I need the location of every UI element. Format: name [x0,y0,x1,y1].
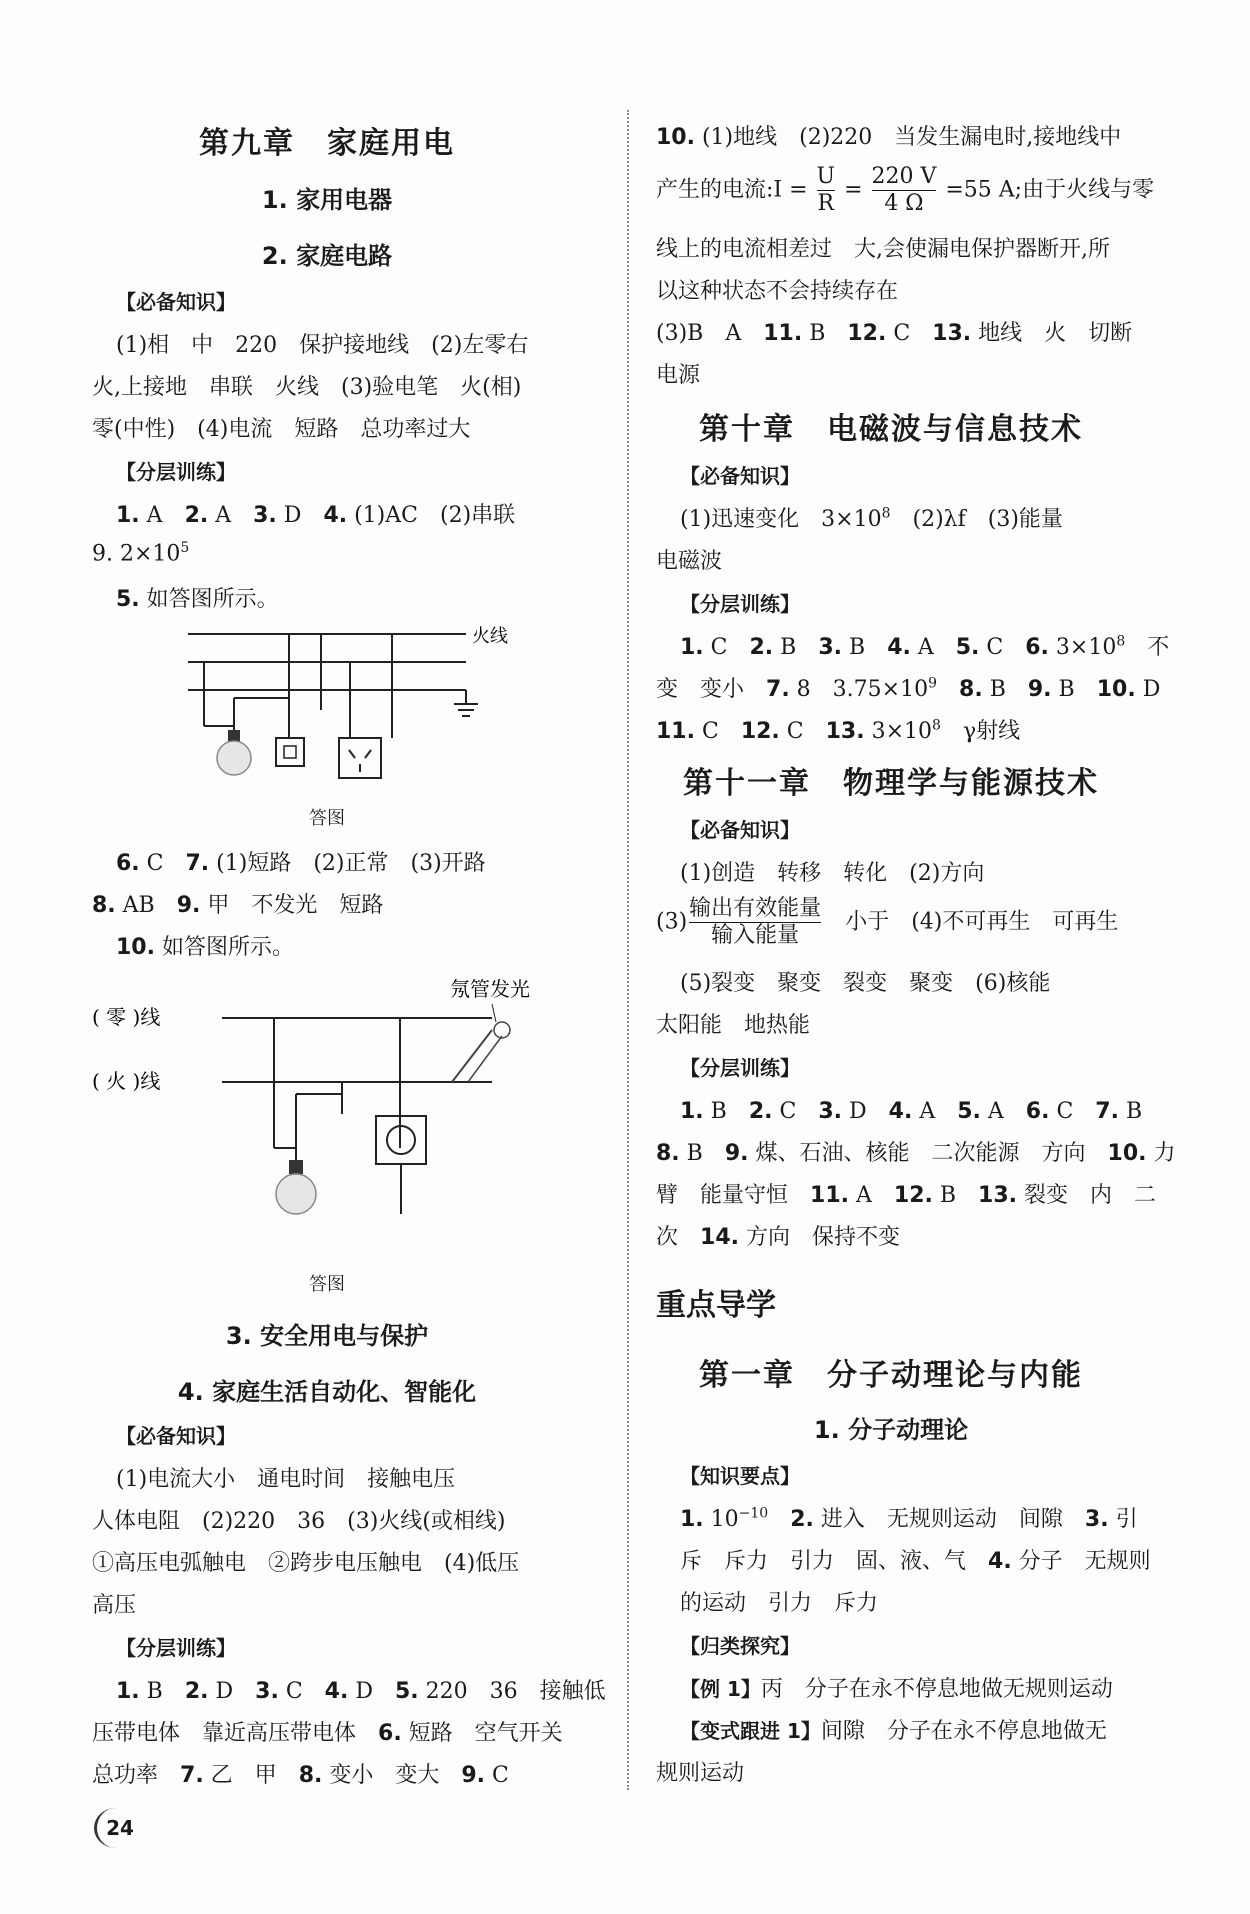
knowledge-line: 零(中性) (4)电流 短路 总功率过大 [92,417,471,442]
answer: A [910,635,956,660]
q-num: 1. [116,503,140,528]
q-num: 8. [959,677,983,702]
answer: B [139,1679,185,1704]
answer: (1)迅速变化 3×10 [680,507,882,532]
answer: B [802,321,848,346]
answer: A [912,1099,958,1124]
part-title: 重点导学 [656,1288,776,1323]
answer: (3) [656,909,688,935]
q-num: 6. [378,1721,402,1746]
answer: 变小 变大 [322,1763,462,1788]
q-num: 10. [656,125,695,150]
answer-line [656,1220,900,1251]
answer: B [1118,1099,1143,1124]
formula-text: = [837,177,870,203]
answer-line [656,714,1020,745]
q-num: 12. [893,1183,933,1208]
q-num: 3. [253,503,277,528]
answer: C [278,1679,325,1704]
answer: A [139,503,185,528]
denominator: 输入能量 [711,923,800,948]
answer: A [980,1099,1026,1124]
answer-line [656,1544,1151,1575]
q-num: 13. [825,719,865,744]
answer: D [1135,677,1161,702]
q-num: 2. [184,503,209,528]
answer: 裂变 内 二 [1017,1183,1157,1208]
tag-layered-training: 【分层训练】 [116,1636,236,1660]
knowledge-line: (1)电流大小 通电时间 接触电压 [116,1467,456,1492]
answer: A [208,503,254,528]
q-num: 7. [185,851,210,876]
answer: C [1049,1099,1096,1124]
q-num: 14. [700,1225,739,1250]
knowledge-line: 电磁波 [656,549,723,574]
q-num: 5. [957,1099,981,1124]
knowledge-line [656,502,1063,533]
answer: 方向 保持不变 [739,1225,900,1250]
answer: C [694,719,741,744]
q-num: 7. [180,1763,204,1788]
answer-line [92,930,294,961]
switch-box-icon [276,738,304,766]
answer: 9. 2×10 [92,541,181,567]
answer: 不 [1125,635,1170,660]
q-num: 11. [810,1183,849,1208]
q-num: 13. [932,321,972,346]
answer: B [842,635,888,660]
knowledge-line [656,896,1118,949]
section-1-title: 1. 分子动理论 [813,1416,969,1444]
tag-classified-exploration: 【归类探究】 [680,1634,800,1658]
knowledge-line: (1)相 中 220 保护接地线 (2)左零右 [116,333,529,358]
answer: 进入 无规则运动 间隙 [813,1507,1085,1532]
answer-line [656,316,1132,347]
answer: D [276,503,324,528]
answer: 丙 分子在永不停息地做无规则运动 [760,1677,1113,1702]
answer-line [92,888,383,919]
q-num: 9. [461,1763,486,1788]
q-num: 9. [1027,677,1052,702]
answer-line [92,846,486,877]
answer: 地线 火 切断 [971,321,1133,346]
q-num: 2. [790,1507,814,1532]
q-num: 5. [394,1679,419,1704]
exponent: −10 [738,1505,769,1522]
lamp-bulb-icon [217,730,251,775]
q-num: 10. [116,935,155,960]
answer: 3×10 [1048,635,1117,660]
answer-line [656,120,1121,151]
example-line [656,1714,1107,1745]
live-wire-label: 火线 [472,626,508,647]
exponent: 8 [881,505,891,522]
answer: (1)短路 (2)正常 (3)开路 [209,851,486,876]
answer: (1)地线 (2)220 当发生漏电时,接地线中 [694,125,1122,150]
denominator: 4 Ω [884,191,924,216]
answer: B [679,1141,725,1166]
q-num: 3. [255,1679,279,1704]
answer: B [703,1099,749,1124]
answer-line [92,1758,509,1789]
column-divider [627,110,629,1790]
exponent: 5 [180,540,190,556]
answer: 如答图所示。 [139,587,279,612]
answer: 10 [703,1507,739,1532]
answer: 总功率 [92,1763,181,1788]
answer: 斥 斥力 引力 固、液、气 [680,1549,989,1574]
neutral-wire-label: ( 零 )线 [92,1005,161,1029]
answer: C [485,1763,509,1788]
ground-symbol [454,704,478,716]
q-num: 12. [740,719,780,744]
answer: 力 [1146,1141,1176,1166]
answer: B [773,635,819,660]
q-num: 4. [324,1679,349,1704]
formula-line [656,164,1154,217]
q-num: 6. [1025,635,1049,660]
answer: 甲 不发光 短路 [200,893,384,918]
answer: (1)AC (2)串联 [347,503,516,528]
answer-line: 以这种状态不会持续存在 [656,279,899,304]
q-num: 9. [176,893,201,918]
chapter-10-title: 第十章 电磁波与信息技术 [699,412,1083,447]
q-num: 3. [818,1099,843,1124]
q-num: 7. [1095,1099,1119,1124]
q-num: 1. [680,635,704,660]
section-4-title: 4. 家庭生活自动化、智能化 [177,1378,477,1406]
answer: 次 [656,1225,701,1250]
answer: 间隙 分子在永不停息地做无 [820,1719,1107,1744]
answer: B [1051,677,1097,702]
answer-line [656,672,1160,703]
q-num: 12. [847,321,887,346]
efficiency-fraction [689,896,821,949]
tag-essential-knowledge: 【必备知识】 [680,818,800,842]
answer-line: 的运动 引力 斥力 [680,1591,879,1616]
q-num: 10. [1096,677,1136,702]
exponent: 8 [1116,633,1126,650]
answer-line [92,582,279,613]
knowledge-line: 火,上接地 串联 火线 (3)验电笔 火(相) [92,375,522,400]
q-num: 6. [116,851,140,876]
variant-tag: 【变式跟进 1】 [680,1719,821,1743]
answer-line: 电源 [656,363,701,388]
section-2-title: 2. 家庭电路 [261,242,393,270]
answer-line [92,1674,606,1705]
answer-line [92,540,189,566]
answer: 臂 能量守恒 [656,1183,811,1208]
numerator: 220 V [871,164,937,189]
answer: 压带电体 靠近高压带电体 [92,1721,379,1746]
answer-line [656,1502,1138,1533]
q-num: 3. [1084,1507,1109,1532]
answer: C [703,635,750,660]
neon-label: 氖管发光 [450,977,530,1001]
answer: 3×10 [864,719,933,744]
q-num: 7. [766,677,790,702]
formula-text: 产生的电流:I = [656,177,815,203]
answer: 小于 (4)不可再生 可再生 [823,909,1119,935]
exponent: 8 [932,717,941,734]
q-num: 8. [92,893,116,918]
test-pen-icon [452,1022,510,1082]
tester-circuit-diagram [92,964,562,1228]
knowledge-line: (5)裂变 聚变 裂变 聚变 (6)核能 [680,971,1051,996]
live-wire-label: ( 火 )线 [92,1069,161,1093]
q-num: 8. [298,1763,323,1788]
q-num: 2. [749,635,774,660]
figure-caption: 答图 [309,1274,345,1295]
knowledge-line: (1)创造 转移 转化 (2)方向 [680,861,985,886]
q-num: 6. [1025,1099,1050,1124]
answer: 8 3.75×10 [789,677,929,702]
knowledge-line: 高压 [92,1593,137,1618]
q-num: 11. [763,321,803,346]
answer: B [932,1183,979,1208]
q-num: 9. [724,1141,749,1166]
answer: C [779,719,826,744]
q-num: 4. [988,1549,1012,1574]
answer: 变 变小 [656,677,767,702]
answer: C [979,635,1026,660]
answer-line: 线上的电流相差过 大,会使漏电保护器断开,所 [656,237,1110,262]
exponent: 9 [928,675,938,692]
tag-essential-knowledge: 【必备知识】 [680,464,800,488]
numerator: 输出有效能量 [689,896,822,921]
answer: 分子 无规则 [1011,1549,1151,1574]
q-num: 3. [818,635,843,660]
numerator: U [816,164,836,189]
answer-line [92,498,515,529]
q-num: 5. [116,587,140,612]
answer: (2)λf (3)能量 [890,507,1063,532]
example-line [656,1672,1113,1703]
answer: B [982,677,1028,702]
answer: C [886,321,933,346]
example-tag: 【例 1】 [680,1677,761,1701]
answer: 乙 甲 [203,1763,299,1788]
fraction-values [872,164,937,217]
knowledge-line: ①高压电弧触电 ②跨步电压触电 (4)低压 [92,1551,520,1576]
q-num: 8. [656,1141,680,1166]
q-num: 2. [748,1099,773,1124]
lamp-bulb-icon [276,1160,316,1214]
answer: γ射线 [940,719,1021,744]
answer: C [139,851,186,876]
denominator: R [817,191,835,216]
fraction-u-over-r [817,164,836,217]
answer: 引 [1108,1507,1138,1532]
q-num: 4. [323,503,348,528]
q-num: 13. [978,1183,1018,1208]
answer: C [772,1099,819,1124]
answer: 如答图所示。 [154,935,294,960]
answer: 短路 空气开关 [401,1721,563,1746]
q-num: 4. [887,635,911,660]
q-num: 11. [656,719,695,744]
q-num: 10. [1107,1141,1147,1166]
answer: D [208,1679,256,1704]
tag-layered-training: 【分层训练】 [680,592,800,616]
section-3-title: 3. 安全用电与保护 [225,1322,429,1350]
answer: A [849,1183,894,1208]
q-num: 1. [680,1507,704,1532]
knowledge-line: 人体电阻 (2)220 36 (3)火线(或相线) [92,1509,506,1534]
answer: D [842,1099,889,1124]
chapter-1-title: 第一章 分子动理论与内能 [699,1358,1083,1393]
page-number: 24 [100,1808,140,1848]
answer: (3)B A [656,321,764,346]
answer-line [656,1136,1176,1167]
answer: AB [115,893,177,918]
household-circuit-diagram [92,618,562,794]
example-line: 规则运动 [656,1761,745,1786]
tag-layered-training: 【分层训练】 [116,460,236,484]
q-num: 1. [680,1099,704,1124]
tag-layered-training: 【分层训练】 [680,1056,800,1080]
q-num: 4. [888,1099,913,1124]
answer: 220 36 接触低 [418,1679,606,1704]
tag-key-points: 【知识要点】 [680,1464,800,1488]
tag-essential-knowledge: 【必备知识】 [116,1424,236,1448]
q-num: 2. [184,1679,209,1704]
knowledge-line: 太阳能 地热能 [656,1013,811,1038]
figure-caption: 答图 [309,808,345,829]
answer-line [92,1716,563,1747]
section-1-title: 1. 家用电器 [261,186,393,214]
chapter-11-title: 第十一章 物理学与能源技术 [683,766,1099,801]
q-num: 1. [116,1679,140,1704]
q-num: 5. [955,635,980,660]
answer: D [348,1679,395,1704]
answer-line [656,1178,1156,1209]
formula-text: =55 A;由于火线与零 [938,177,1155,203]
answer-line [656,630,1169,661]
answer: 煤、石油、核能 二次能源 方向 [748,1141,1108,1166]
answer-line [656,1094,1142,1125]
tag-essential-knowledge: 【必备知识】 [116,290,236,314]
chapter-9-title: 第九章 家庭用电 [199,126,455,161]
